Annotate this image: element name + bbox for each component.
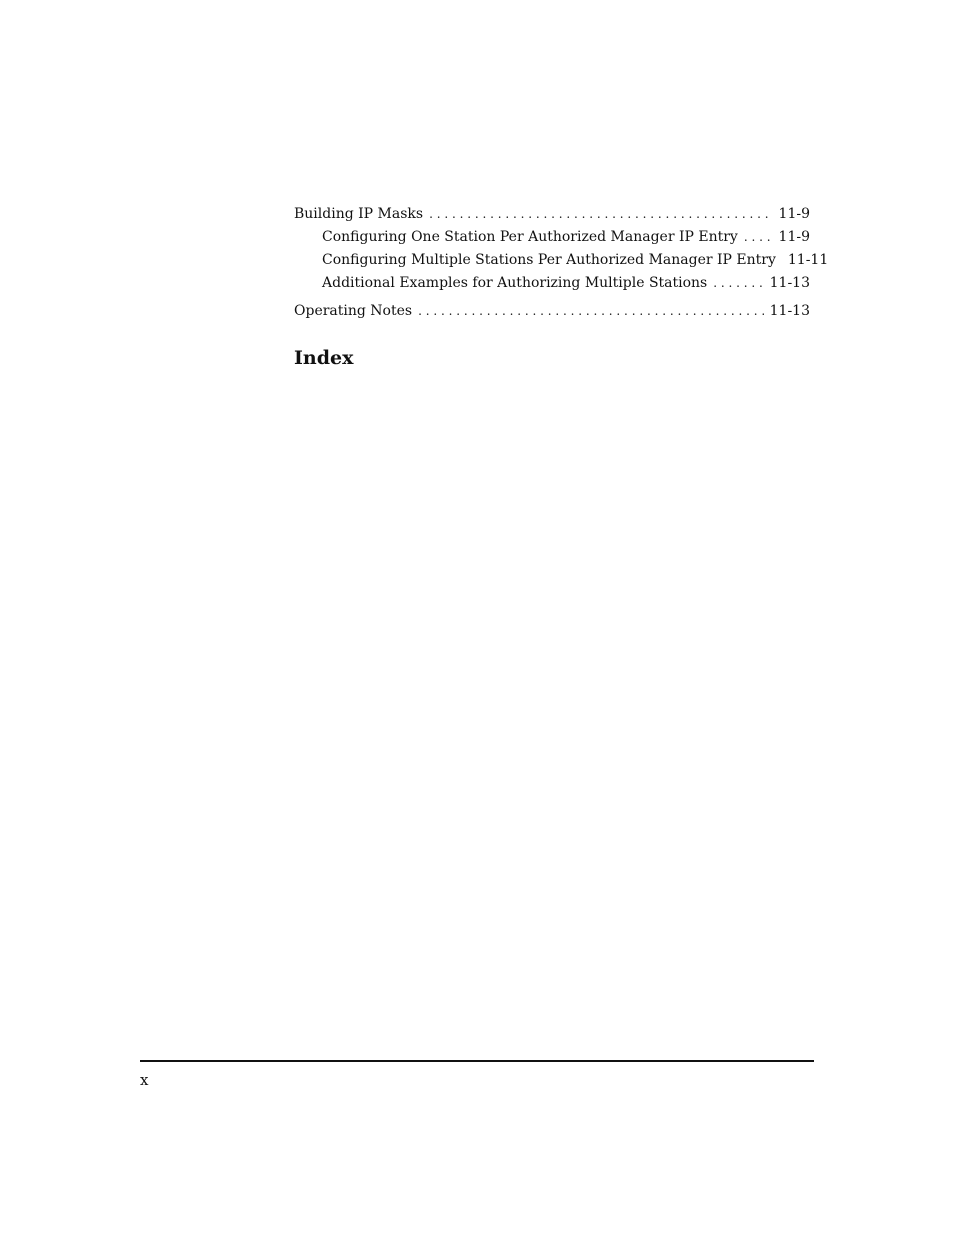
toc-entry-page: 11-9	[778, 229, 810, 245]
toc-entry-title: Additional Examples for Authorizing Multiple Stations	[322, 275, 708, 291]
toc-leader-dots	[418, 300, 764, 323]
toc-entry-operating-notes[interactable]	[294, 300, 810, 323]
toc-leader-dots	[429, 203, 772, 226]
toc-entry-title: Configuring Multiple Stations Per Authorized Manager IP Entry	[322, 252, 776, 268]
toc-entry-one-station[interactable]	[294, 226, 810, 249]
toc-leader-dots	[713, 272, 763, 295]
toc-entry-building-ip-masks[interactable]	[294, 203, 810, 226]
toc-entry-additional-examples[interactable]	[294, 272, 810, 295]
toc-leader-dots	[744, 226, 773, 249]
toc-entry-title: Configuring One Station Per Authorized Manager IP Entry	[322, 229, 738, 245]
toc-entry-title: Operating Notes	[294, 303, 413, 319]
toc-entry-page: 11-13	[769, 303, 810, 319]
toc-entry-title: Building IP Masks	[294, 206, 424, 222]
table-of-contents	[294, 203, 829, 323]
page-number: x	[140, 1071, 149, 1089]
footer-divider	[140, 1060, 814, 1062]
toc-entry-page: 11-9	[778, 206, 810, 222]
toc-entry-page: 11-11	[787, 252, 829, 268]
toc-entry-page: 11-13	[769, 275, 810, 291]
toc-entry-multiple-stations[interactable]	[294, 249, 829, 272]
index-heading[interactable]: Index	[294, 347, 354, 369]
